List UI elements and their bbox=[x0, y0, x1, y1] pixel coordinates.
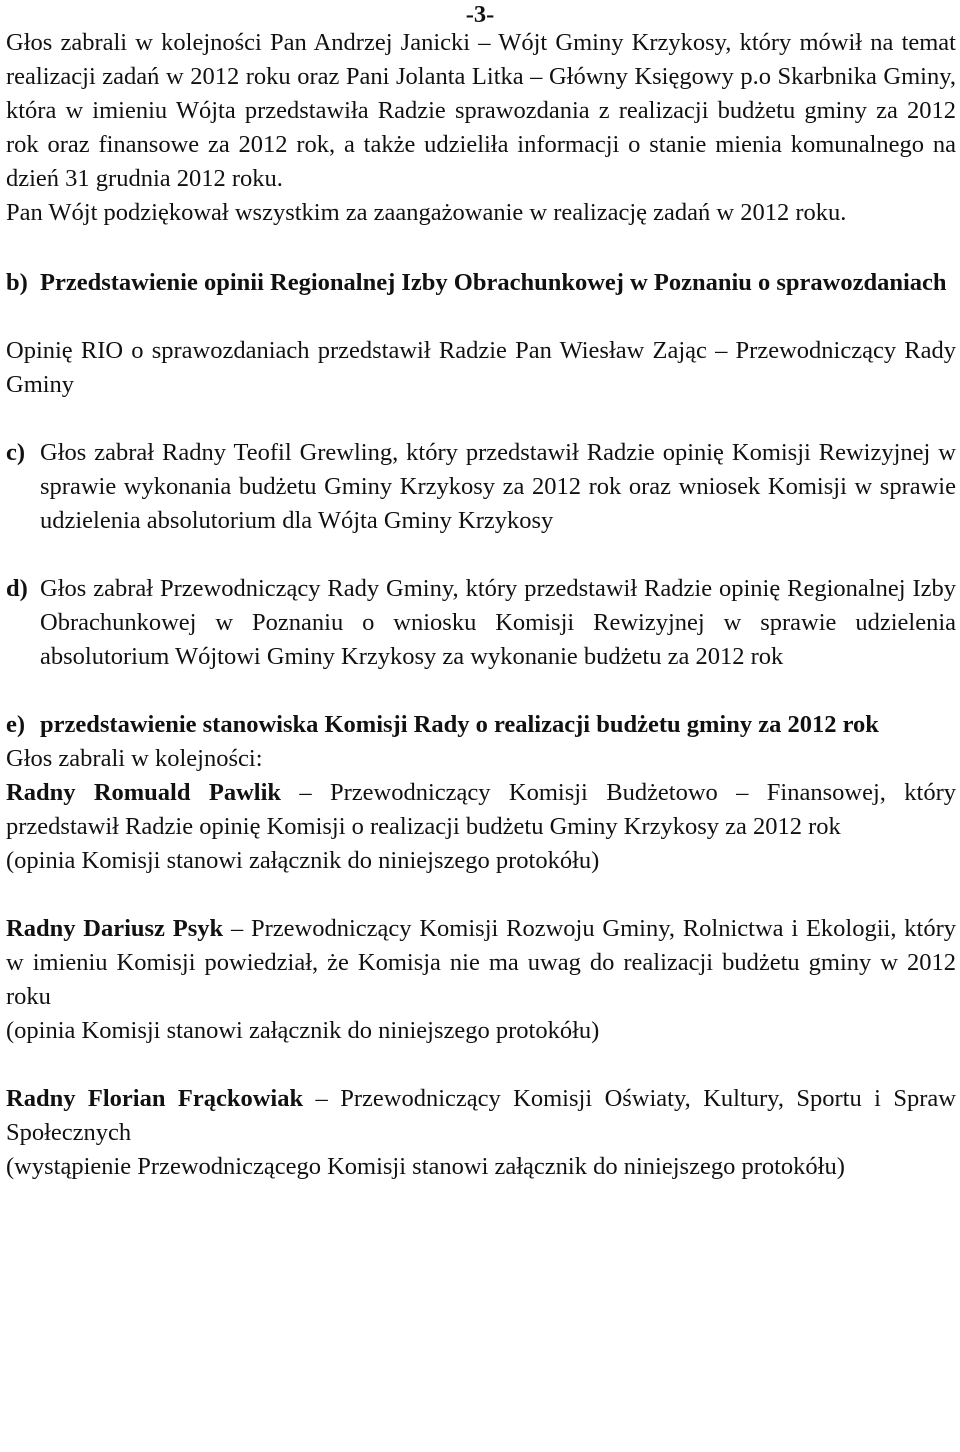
section-c bbox=[6, 436, 956, 538]
section-e-heading bbox=[6, 708, 956, 742]
section-b-marker: b) bbox=[6, 269, 28, 296]
document-body bbox=[6, 26, 956, 1184]
section-c-marker: c) bbox=[6, 439, 26, 466]
speaker-3-text bbox=[6, 1082, 956, 1150]
section-b-heading bbox=[6, 266, 956, 300]
section-c-text: Głos zabrał Radny Teofil Grewling, który przedstawił Radzie opinię Komisji Rewizyjnej w sprawie wykonania budżetu Gminy Krzykosy za 2012 rok oraz wniosek Komisji w sprawie udzielenia absolutorium dla Wójta Gminy Krzykosy bbox=[40, 439, 956, 534]
section-b-text: Opinię RIO o sprawozdaniach przedstawił Radzie Pan Wiesław Zając – Przewodniczący Rady Gminy bbox=[6, 337, 956, 398]
page-number: -3- bbox=[465, 1, 495, 28]
thanks-paragraph: Pan Wójt podziękował wszystkim za zaangażowanie w realizację zadań w 2012 roku. bbox=[6, 199, 847, 226]
speaker-2-name: Radny Dariusz Psyk bbox=[6, 915, 224, 942]
speaker-1-name: Radny Romuald Pawlik bbox=[6, 779, 281, 806]
section-d bbox=[6, 572, 956, 674]
speaker-2-text bbox=[6, 912, 956, 1014]
speaker-2-note: (opinia Komisji stanowi załącznik do niniejszego protokółu) bbox=[6, 1017, 600, 1044]
speaker-1-role: – Przewodniczący Komisji Budżetowo – Finansowej, który przedstawił Radzie opinię Komisji o realizacji budżetu Gminy Krzykosy za 2012 rok bbox=[6, 779, 956, 840]
section-b-title: Przedstawienie opinii Regionalnej Izby Obrachunkowej w Poznaniu o sprawozdaniach bbox=[40, 269, 947, 296]
section-e-title: przedstawienie stanowiska Komisji Rady o realizacji budżetu gminy za 2012 rok bbox=[40, 711, 879, 738]
section-d-text: Głos zabrał Przewodniczący Rady Gminy, który przedstawił Radzie opinię Regionalnej Izby Obrachunkowej w Poznaniu o wniosku Komisji Rewizyjnej w sprawie udzielenia absolutorium Wójtowi Gminy Krzykosy za wykonanie budżetu za 2012 rok bbox=[40, 575, 956, 670]
speaker-1-note: (opinia Komisji stanowi załącznik do niniejszego protokółu) bbox=[6, 847, 600, 874]
speaker-3-role: – Przewodniczący Komisji Oświaty, Kultury, Sportu i Spraw Społecznych bbox=[6, 1085, 956, 1146]
intro-paragraph: Głos zabrali w kolejności Pan Andrzej Janicki – Wójt Gminy Krzykosy, który mówił na temat realizacji zadań w 2012 roku oraz Pani Jolanta Litka – Główny Księgowy p.o Skarbnika Gminy, która w imieniu Wójta przedstawiła Radzie sprawozdania z realizacji budżetu gminy za 2012 rok oraz finansowe za 2012 rok, a także udzieliła informacji o stanie mienia komunalnego na dzień 31 grudnia 2012 roku. bbox=[6, 29, 956, 192]
speaker-3-note: (wystąpienie Przewodniczącego Komisji stanowi załącznik do niniejszego protokółu) bbox=[6, 1153, 845, 1180]
speaker-3-name: Radny Florian Frąckowiak bbox=[6, 1085, 304, 1112]
section-e-intro: Głos zabrali w kolejności: bbox=[6, 745, 263, 772]
speaker-2-role: – Przewodniczący Komisji Rozwoju Gminy, Rolnictwa i Ekologii, który w imieniu Komisji powiedział, że Komisja nie ma uwag do realizacji budżetu gminy w 2012 roku bbox=[6, 915, 957, 1010]
section-d-marker: d) bbox=[6, 575, 28, 602]
speaker-1-text bbox=[6, 776, 956, 844]
section-e-marker: e) bbox=[6, 711, 26, 738]
